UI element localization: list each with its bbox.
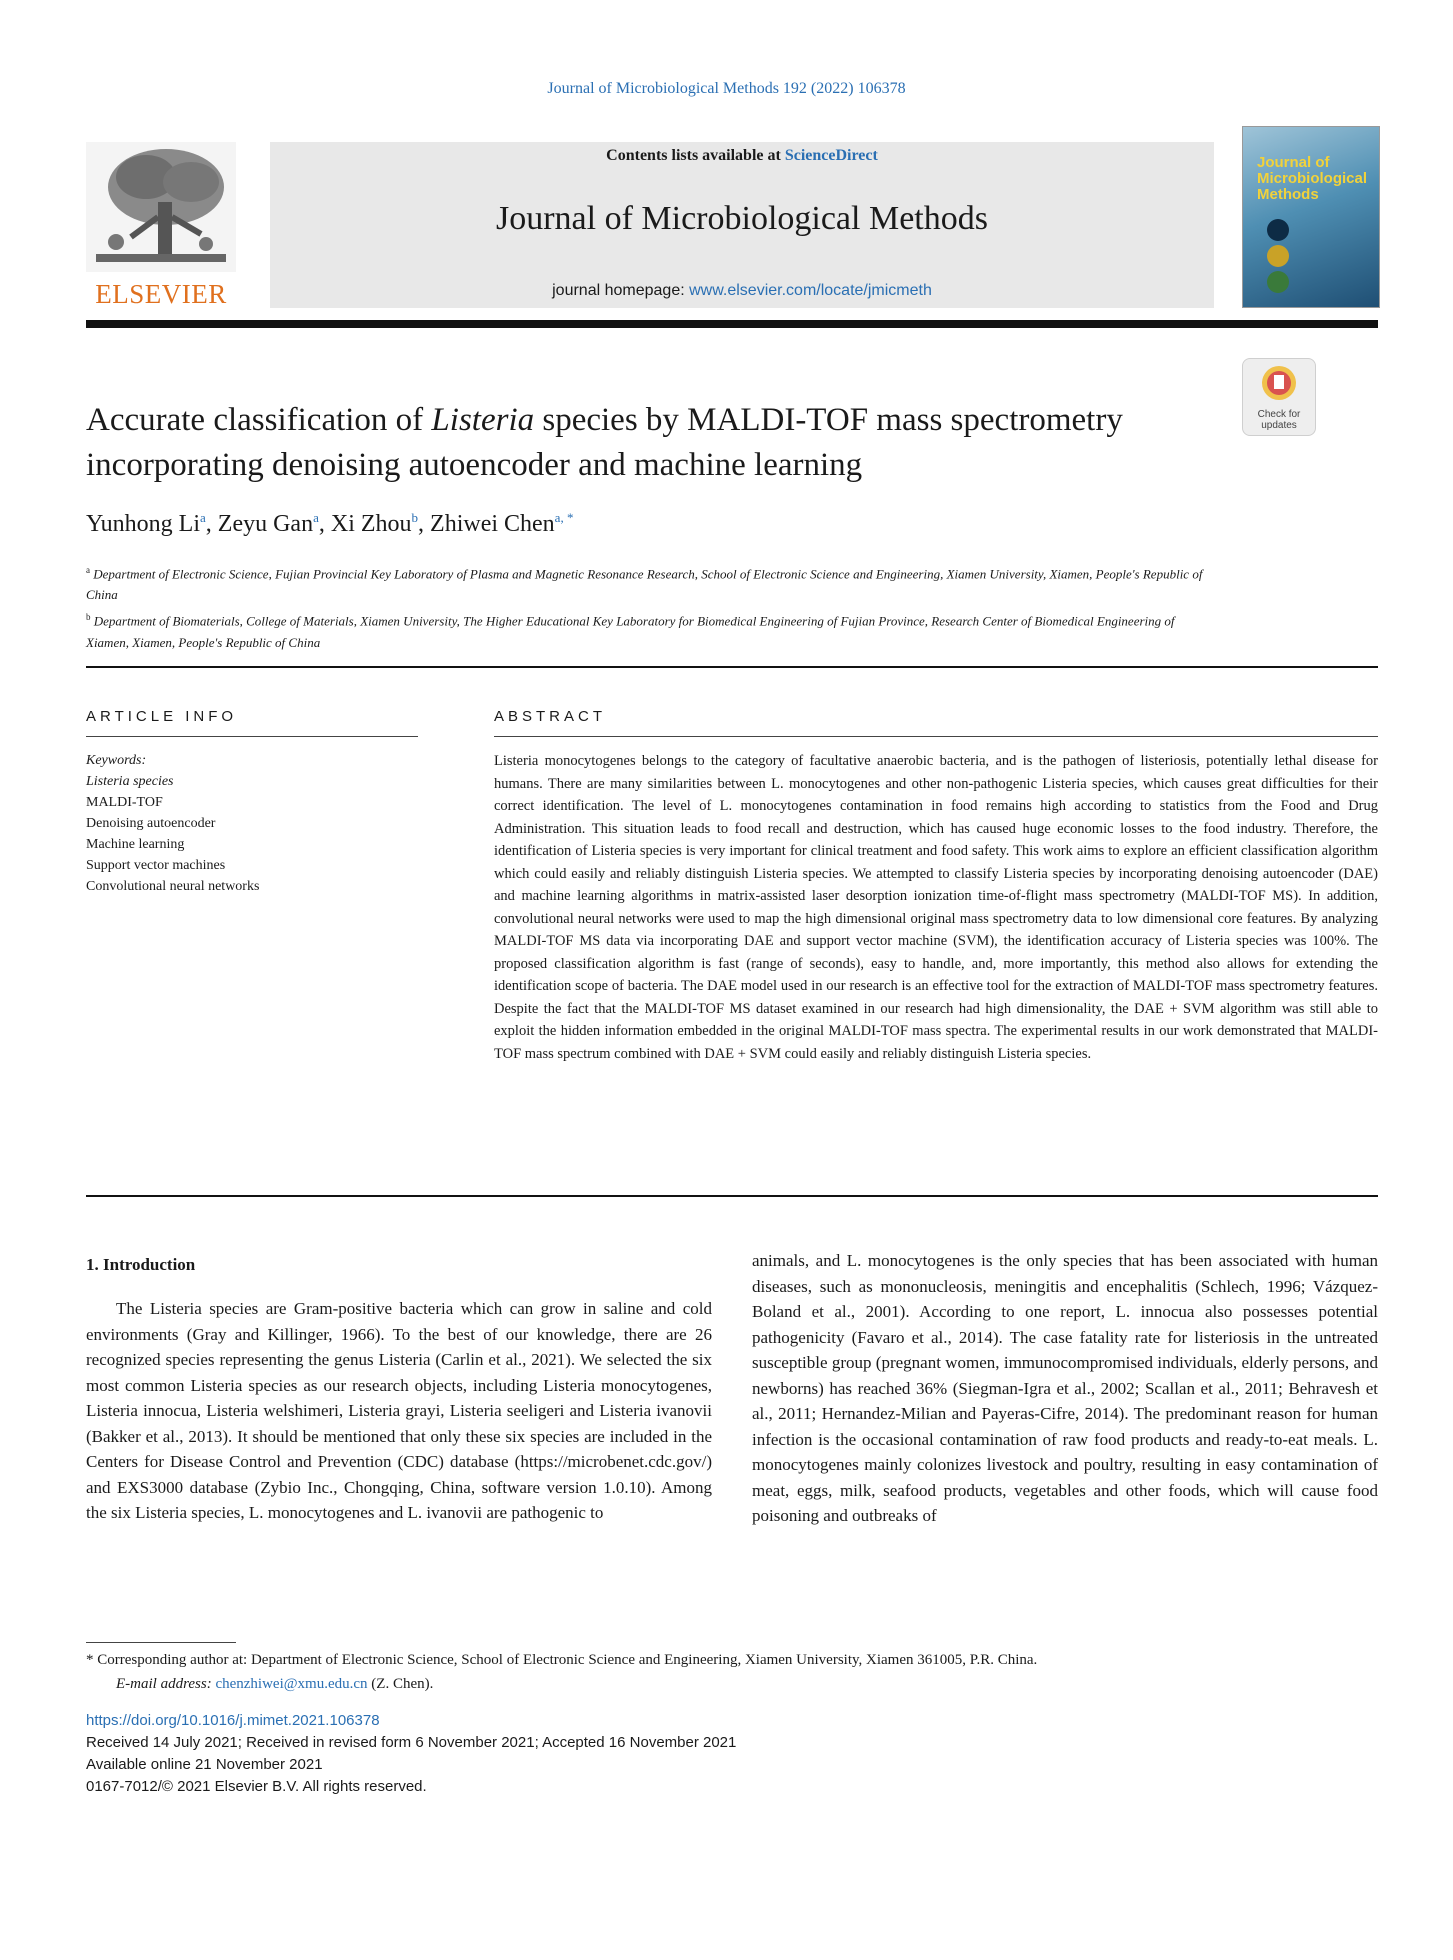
affiliation-text: Department of Electronic Science, Fujian Provincial Key Laboratory of Plasma and Magnetic Resonance Research, School of Electronic Science and Engineering, Xiamen University, Xiamen, People's Republic of China xyxy=(86,566,1203,603)
author-name[interactable]: Zeyu Gan xyxy=(217,511,314,537)
journal-citation[interactable]: Journal of Microbiological Methods 192 (2022) 106378 xyxy=(547,80,906,97)
email-line xyxy=(86,1672,1378,1696)
footnote-rule xyxy=(86,1642,236,1643)
cover-title: Journal of Microbiological Methods xyxy=(1257,154,1368,203)
section-rule xyxy=(86,1195,1378,1197)
paper-title xyxy=(86,398,1206,488)
email-link[interactable]: chenzhiwei@xmu.edu.cn xyxy=(215,1676,368,1692)
author-list: Yunhong Li$^a$, Zeyu Gan$^a$, Xi Zhou$^b$, Zhiwei Chen$^{a, *}$ xyxy=(86,510,574,537)
email-label: E-mail address: xyxy=(116,1676,212,1692)
title-text: Accurate classification of xyxy=(86,402,432,438)
introduction-column-left: The Listeria species are Gram-positive bacteria which can grow in saline and cold environments (Gray and Killinger, 1966). To the best of our knowledge, there are 26 recognized species representing the genus Listeria (Carlin et al., 2021). We selected the six most common Listeria species as our research objects, including Listeria monocytogenes, Listeria innocua, Listeria welshimeri, Listeria grayi, Listeria seeligeri and Listeria ivanovii (Bakker et al., 2013). It should be mentioned that only these six species are included in the Centers for Disease Control and Prevention (CDC) database (https://microbenet.cdc.gov/) and EXS3000 database (Zybio Inc., Chongqing, China, software version 1.0.10). Among the six Listeria species, L. monocytogenes and L. ivanovii are pathogenic to xyxy=(86,1299,712,1522)
keyword-item: Support vector machines xyxy=(86,858,226,873)
cover-dot-icon xyxy=(1267,245,1289,267)
section-rule xyxy=(86,666,1378,668)
abstract-text: Listeria monocytogenes belongs to the category of facultative anaerobic bacteria, and is the pathogen of listeriosis, potentially lethal disease for humans. There are many similarities between L. monocytogenes and other non-pathogenic Listeria species, which causes great difficulties for their correct identification. The level of L. monocytogenes contamination in food remains high according to statistics from the Food and Drug Administration. This situation leads to food recall and destruction, which has caused huge economic losses to the food industry. Therefore, the identification of Listeria species is very important for clinical treatment and food safety. This work aims to explore an efficient classification algorithm which could easily and reliably distinguish Listeria species. We attempted to classify Listeria species by incorporating denoising autoencoder (DAE) and machine learning algorithms in matrix-assisted laser desorption ionization time-of-flight mass spectrometry (MALDI-TOF MS). In addition, convolutional neural networks were used to map the high dimensional original mass spectrometry data to low dimensional core features. By analyzing MALDI-TOF MS data via incorporating DAE and support vector machine (SVM), the identification accuracy of Listeria species was 100%. The proposed classification algorithm is fast (range of seconds), easy to handle, and, more importantly, this method also allows for extending the identification scope of bacteria. The DAE model used in our research is an effective tool for the extraction of MALDI-TOF mass spectrometry features. Despite the fact that the MALDI-TOF MS dataset examined in our research had high dimensionality, the DAE + SVM algorithm was still able to exploit the hidden information embedded in the original MALDI-TOF mass spectra. The experimental results in our work demonstrated that MALDI-TOF mass spectrum combined with DAE + SVM could easily and reliably distinguish Listeria species. xyxy=(494,753,1378,1062)
article-info-heading: ARTICLE INFO xyxy=(86,708,238,725)
check-updates-label: Check for updates xyxy=(1257,409,1301,431)
contents-line xyxy=(270,147,1214,165)
affiliation-item xyxy=(86,560,1206,605)
affiliation-item xyxy=(86,607,1206,652)
homepage-line xyxy=(270,282,1214,300)
cover-dot-icon xyxy=(1267,219,1289,241)
elsevier-logo xyxy=(86,142,236,312)
keyword-item: Machine learning xyxy=(86,837,185,852)
homepage-link[interactable]: www.elsevier.com/locate/jmicmeth xyxy=(689,282,932,299)
sciencedirect-link[interactable]: ScienceDirect xyxy=(784,147,878,164)
check-for-updates-button[interactable] xyxy=(1242,358,1316,436)
keywords-list xyxy=(86,750,259,897)
keyword-item: MALDI-TOF xyxy=(86,795,163,810)
author-name[interactable]: Xi Zhou xyxy=(330,511,412,537)
title-text: species by MALDI-TOF mass spectrometry incorporating denoising autoencoder and machine learning xyxy=(86,402,1123,483)
elsevier-wordmark: ELSEVIER xyxy=(95,279,227,309)
journal-cover-image[interactable] xyxy=(1242,126,1380,308)
homepage-prefix: journal homepage: xyxy=(552,282,685,299)
author-affiliation-mark[interactable]: a xyxy=(200,510,206,525)
introduction-heading: 1. Introduction xyxy=(86,1255,196,1274)
copyright-notice: 0167-7012/© 2021 Elsevier B.V. All rights reserved. xyxy=(86,1778,427,1795)
corresponding-author-footnote xyxy=(86,1648,1378,1696)
keyword-item: Listeria species xyxy=(86,774,174,789)
header-rule xyxy=(86,320,1378,328)
article-info-rule xyxy=(86,736,418,737)
available-online-date: Available online 21 November 2021 xyxy=(86,1756,323,1773)
affiliations xyxy=(86,560,1206,655)
journal-name: Journal of Microbiological Methods xyxy=(496,200,988,237)
journal-masthead xyxy=(270,142,1214,308)
abstract-rule xyxy=(494,736,1378,737)
elsevier-tree-icon xyxy=(86,142,236,272)
author-affiliation-mark[interactable]: a, * xyxy=(554,510,574,525)
received-dates: Received 14 July 2021; Received in revised form 6 November 2021; Accepted 16 November 2021 xyxy=(86,1734,737,1751)
author-affiliation-mark[interactable]: a xyxy=(313,510,319,525)
affiliation-mark: a xyxy=(86,565,90,575)
email-suffix: (Z. Chen). xyxy=(371,1676,434,1692)
keyword-item: Denoising autoencoder xyxy=(86,816,216,831)
title-italic-text: Listeria xyxy=(431,402,535,438)
author-name[interactable]: Zhiwei Chen xyxy=(430,511,555,537)
abstract-heading: ABSTRACT xyxy=(494,708,607,725)
keyword-item: Convolutional neural networks xyxy=(86,879,260,894)
cover-dot-icon xyxy=(1267,271,1289,293)
publication-info xyxy=(86,1710,736,1798)
affiliation-text: Department of Biomaterials, College of Materials, Xiamen University, The Higher Educational Key Laboratory for Biomedical Engineering of Fujian Province, Research Center of Biomedical Engineering of Xiamen, Xiamen, People's Republic of China xyxy=(86,613,1175,650)
doi-link[interactable]: https://doi.org/10.1016/j.mimet.2021.106378 xyxy=(86,1712,380,1729)
author-affiliation-mark[interactable]: b xyxy=(411,510,419,525)
keywords-label: Keywords: xyxy=(86,753,147,768)
contents-prefix: Contents lists available at xyxy=(606,147,781,164)
affiliation-mark: b xyxy=(86,612,91,623)
corresponding-author-text: * Corresponding author at: Department of Electronic Science, School of Electronic Science and Engineering, Xiamen University, Xiamen 361005, P.R. China. xyxy=(86,1652,1038,1668)
introduction-column-right: animals, and L. monocytogenes is the only species that has been associated with human diseases, such as mononucleosis, meningitis and encephalitis (Schlech, 1996; Vázquez-Boland et al., 2001). According to one report, L. innocua also possesses potential pathogenicity (Favaro et al., 2014). The case fatality rate for listeriosis in the untreated susceptible group (pregnant women, immunocompromised individuals, elderly persons, and newborns) has reached 36% (Siegman-Igra et al., 2002; Scallan et al., 2011; Behravesh et al., 2011; Hernandez-Milian and Payeras-Cifre, 2014). The predominant reason for human infection is the occasional contamination of raw food products and ready-to-eat meals. L. monocytogenes mainly colonizes livestock and poultry, resulting in easy contamination of meat, eggs, milk, seafood products, vegetables and other foods, which will cause food poisoning and outbreaks of xyxy=(752,1251,1378,1525)
author-name[interactable]: Yunhong Li xyxy=(86,511,200,537)
check-updates-icon xyxy=(1243,359,1315,409)
